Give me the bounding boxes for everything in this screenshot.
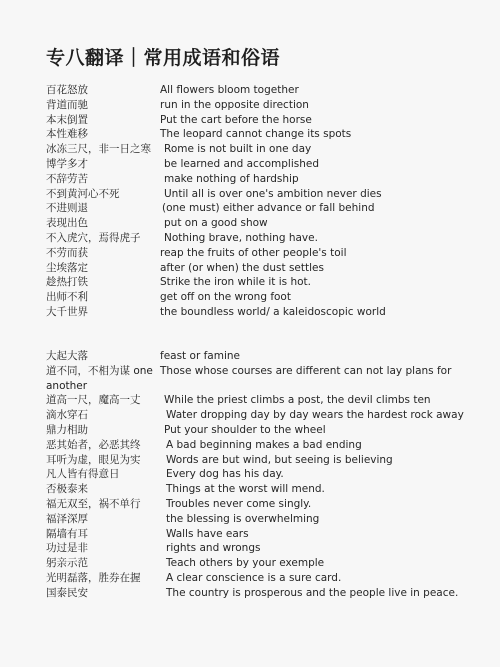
idiom-row [46, 497, 466, 512]
chinese-idiom: 不劳而获 [46, 246, 88, 259]
idiom-row [46, 393, 466, 408]
english-translation: put on a good show [164, 217, 268, 230]
idiom-row [46, 408, 466, 423]
idiom-row [46, 201, 466, 216]
idiom-row [46, 98, 466, 113]
chinese-idiom: 福泽深厚 [46, 512, 88, 525]
english-translation: Things at the worst will mend. [166, 483, 325, 496]
chinese-idiom: 百花怒放 [46, 84, 88, 96]
idiom-row [46, 172, 466, 187]
idiom-row [46, 216, 466, 231]
english-translation: Walls have ears [166, 527, 249, 540]
chinese-idiom: 背道而驰 [46, 98, 88, 111]
english-translation: A bad beginning makes a bad ending [166, 438, 362, 451]
page-title: 专八翻译｜常用成语和俗语 [46, 47, 281, 69]
chinese-idiom: 隔墙有耳 [46, 527, 88, 540]
english-translation: Teach others by your exemple [166, 557, 325, 570]
chinese-idiom: 大千世界 [46, 305, 88, 318]
idiom-row [46, 246, 466, 261]
english-translation: Nothing brave, nothing have. [164, 231, 318, 244]
idiom-row [46, 305, 466, 320]
english-translation: A clear conscience is a sure card. [166, 571, 342, 584]
idiom-row [46, 453, 466, 468]
chinese-idiom: 不入虎穴，焉得虎子 [46, 231, 141, 244]
chinese-idiom: 功过是非 [46, 542, 88, 555]
english-translation: The leopard cannot change its spots [160, 128, 352, 141]
english-translation: Those whose courses are different can not lay plans for [160, 364, 452, 377]
chinese-idiom: 本末倒置 [46, 113, 88, 126]
chinese-idiom: 福无双至，祸不单行 [46, 497, 141, 510]
idiom-row [46, 556, 466, 571]
english-translation: the blessing is overwhelming [166, 512, 320, 525]
idiom-row [46, 83, 466, 98]
chinese-idiom: 不辞劳苦 [46, 172, 88, 185]
chinese-idiom: 躬亲示范 [46, 557, 88, 570]
chinese-idiom: 道不同，不相为谋 one another [46, 364, 153, 392]
english-translation: rights and wrongs [166, 542, 261, 555]
idiom-row [46, 349, 466, 364]
english-translation: Put your shoulder to the wheel [164, 423, 326, 436]
english-translation: after (or when) the dust settles [160, 261, 324, 274]
chinese-idiom: 趁热打铁 [46, 276, 88, 289]
idiom-row [46, 113, 466, 128]
english-translation: reap the fruits of other people's toil [160, 246, 347, 259]
english-translation: make nothing of hardship [164, 172, 299, 185]
chinese-idiom: 耳听为虚，眼见为实 [46, 453, 141, 466]
english-translation: The country is prosperous and the people live in peace. [166, 586, 459, 599]
chinese-idiom: 尘埃落定 [46, 261, 88, 274]
chinese-idiom: 不进则退 [46, 202, 88, 215]
idiom-row [46, 512, 466, 527]
idiom-row [46, 275, 466, 290]
chinese-idiom: 鼎力相助 [46, 423, 88, 436]
chinese-idiom: 表现出色 [46, 217, 88, 230]
english-translation: be learned and accomplished [164, 157, 319, 170]
english-translation: run in the opposite direction [160, 98, 309, 111]
idiom-row [46, 541, 466, 556]
chinese-idiom: 光明磊落，胜券在握 [46, 571, 141, 584]
idiom-row [46, 527, 466, 542]
idiom-row [46, 127, 466, 142]
english-translation: Until all is over one's ambition never dies [164, 187, 382, 200]
chinese-idiom: 否极泰来 [46, 483, 88, 496]
english-translation: Rome is not built in one day [164, 143, 312, 156]
english-translation: While the priest climbs a post, the devil climbs ten [164, 394, 431, 407]
chinese-idiom: 博学多才 [46, 157, 88, 170]
idiom-row [46, 438, 466, 453]
chinese-idiom: 本性难移 [46, 128, 88, 141]
english-translation: Strike the iron while it is hot. [160, 276, 312, 289]
idiom-row [46, 364, 466, 394]
chinese-idiom: 不到黄河心不死 [46, 187, 120, 200]
english-translation: Words are but wind, but seeing is believing [166, 453, 393, 466]
english-translation: feast or famine [160, 350, 240, 362]
chinese-idiom: 滴水穿石 [46, 409, 88, 422]
idiom-list-1 [46, 83, 466, 320]
english-translation: All flowers bloom together [160, 84, 299, 96]
idiom-row [46, 157, 466, 172]
english-translation: the boundless world/ a kaleidoscopic world [160, 305, 386, 318]
chinese-idiom: 恶其始者，必恶其终 [46, 438, 141, 451]
chinese-idiom: 冰冻三尺，非一日之寒 [46, 143, 151, 156]
idiom-row [46, 261, 466, 276]
chinese-idiom: 道高一尺，魔高一丈 [46, 394, 141, 407]
idiom-row [46, 187, 466, 202]
idiom-row [46, 142, 466, 157]
idiom-row [46, 467, 466, 482]
english-translation: Every dog has his day. [166, 468, 284, 481]
chinese-idiom: 国泰民安 [46, 586, 88, 599]
idiom-row [46, 423, 466, 438]
chinese-idiom: 凡人皆有得意日 [46, 468, 120, 481]
idiom-list-2 [46, 349, 466, 601]
chinese-idiom: 出师不利 [46, 291, 88, 304]
idiom-row [46, 586, 466, 601]
idiom-row [46, 231, 466, 246]
idiom-row [46, 571, 466, 586]
english-translation: Water dropping day by day wears the hardest rock away [166, 409, 464, 422]
idiom-row [46, 482, 466, 497]
english-translation: (one must) either advance or fall behind [162, 202, 375, 215]
english-translation: Put the cart before the horse [160, 113, 312, 126]
english-translation: Troubles never come singly. [166, 497, 312, 510]
chinese-idiom: 大起大落 [46, 350, 88, 362]
idiom-row [46, 290, 466, 305]
english-translation: get off on the wrong foot [160, 291, 291, 304]
